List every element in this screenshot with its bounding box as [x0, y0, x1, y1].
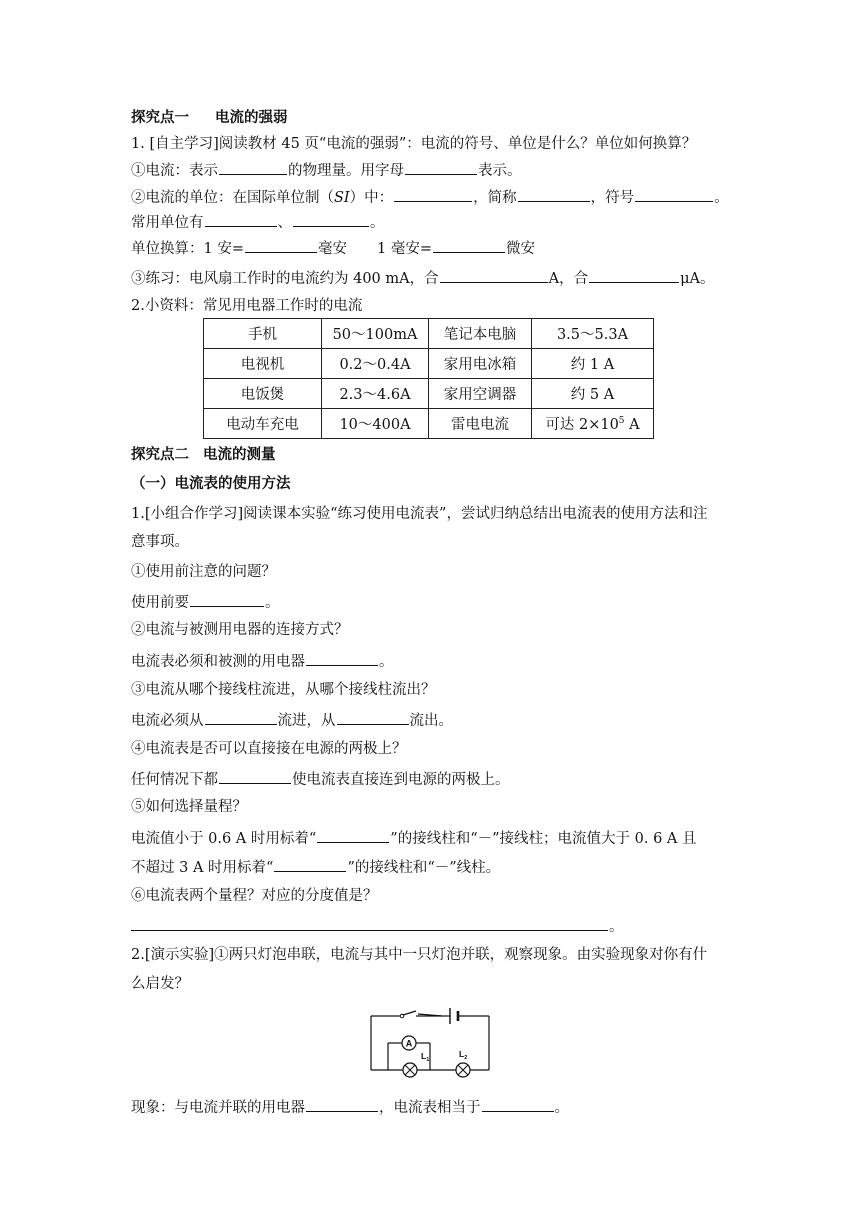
table-row: 电饭煲 2.3～4.6A 家用空调器 约 5 A [204, 379, 654, 409]
answer-blank[interactable] [394, 186, 472, 202]
answer-blank[interactable] [635, 186, 713, 202]
s1-question-2: 2.小资料：常见用电器工作时的电流 [131, 298, 363, 314]
s2-answer-3: 电流必须从 流进，从 流出。 [131, 709, 453, 731]
s2-answer-5-cont: 不超过 3 A 时用标着“ ”的接线柱和“－”线柱。 [131, 856, 500, 878]
table-row: 手机 50～100mA 笔记本电脑 3.5～5.3A [204, 319, 654, 349]
section2-title [131, 445, 276, 465]
answer-blank[interactable] [219, 159, 287, 175]
answer-blank[interactable] [274, 856, 346, 872]
section1-label: 探究点一 [131, 109, 189, 126]
section2-label: 探究点二 [131, 446, 189, 463]
answer-blank[interactable] [245, 237, 317, 253]
answer-blank[interactable] [482, 1096, 554, 1112]
answer-blank[interactable] [219, 768, 291, 784]
s1-line-conversion: 单位换算：1 安= 毫安 1 毫安= 微安 [131, 237, 535, 259]
section1-title [131, 108, 288, 128]
s2-answer-6: 。 [131, 915, 624, 937]
section1-heading: 电流的强弱 [215, 109, 288, 126]
s2-question-1: 1.[小组合作学习]阅读课本实验“练习使用电流表”，尝试归纳总结出电流表的使用方法和注 [131, 506, 708, 522]
lamp-l1-icon [403, 1051, 429, 1077]
answer-blank[interactable] [433, 237, 505, 253]
lamp-l2-icon [456, 1049, 470, 1077]
answer-blank[interactable] [405, 159, 477, 175]
s2-answer-2: 电流表必须和被测的用电器 。 [131, 650, 394, 672]
s2-phenomenon: 现象：与电流并联的用电器 ，电流表相当于 。 [131, 1096, 569, 1118]
answer-blank[interactable] [205, 211, 277, 227]
answer-blank[interactable] [440, 267, 548, 283]
answer-blank[interactable] [131, 915, 608, 931]
s1-question-1: 1. [自主学习]阅读教材 45 页“电流的强弱”：电流的符号、单位是什么？单位如何换算？ [131, 136, 697, 152]
answer-blank[interactable] [589, 267, 679, 283]
answer-blank[interactable] [337, 709, 409, 725]
s2-question-2: 2.[演示实验]①两只灯泡串联，电流与其中一只灯泡并联，观察现象。由实验现象对你有什 [131, 947, 708, 963]
s2-answer-1: 使用前要 。 [131, 591, 280, 613]
table-row: 电视机 0.2～0.4A 家用电冰箱 约 1 A [204, 349, 654, 379]
ammeter-icon [402, 1036, 416, 1050]
lamp-l1-label: $L_1$ [421, 1051, 430, 1063]
s2-item-2: ②电流与被测用电器的连接方式？ [131, 622, 349, 638]
s2-item-3: ③电流从哪个接线柱流进，从哪个接线柱流出？ [131, 682, 436, 698]
s2-item-4: ④电流表是否可以直接接在电源的两极上？ [131, 741, 407, 757]
s1-line-current-def: ①电流：表示 的物理量。用字母 表示。 [131, 159, 522, 181]
s2-question-1-cont: 意事项。 [131, 534, 189, 550]
answer-blank[interactable] [306, 650, 378, 666]
s2-answer-5: 电流值小于 0.6 A 时用标着“ ”的接线柱和“－”接线柱；电流值大于 0. 6 A 且 [131, 827, 697, 849]
circuit-diagram [366, 1002, 494, 1082]
lamp-l2-label: $L_2$ [459, 1049, 468, 1061]
appliance-current-table [203, 318, 654, 439]
answer-blank[interactable] [317, 827, 389, 843]
s2-question-2-cont: 么启发？ [131, 976, 189, 992]
s2-subheading: （一）电流表的使用方法 [131, 475, 291, 492]
s2-item-5: ⑤如何选择量程？ [131, 799, 247, 815]
answer-blank[interactable] [293, 211, 369, 227]
ammeter-label: A [405, 1038, 413, 1049]
s1-line-unit: ②电流的单位：在国际单位制（SI）中： ，简称 ，符号 。 [131, 186, 729, 208]
s1-line-exercise: ③练习：电风扇工作时的电流约为 400 mA，合 A，合 μA。 [131, 267, 715, 289]
table-row: 电动车充电 10～400A 雷电电流 可达 $2\times 10^5$ A [204, 409, 654, 439]
answer-blank[interactable] [205, 709, 277, 725]
s2-item-1: ①使用前注意的问题？ [131, 564, 276, 580]
answer-blank[interactable] [306, 1096, 378, 1112]
s1-line-common-units: 常用单位有 、 。 [131, 211, 385, 233]
lightning-current-cell: 可达 $2\times 10^5$ A [532, 409, 654, 439]
s2-item-6: ⑥电流表两个量程？对应的分度值是？ [131, 888, 378, 904]
answer-blank[interactable] [190, 591, 264, 607]
s2-answer-4: 任何情况下都 使电流表直接连到电源的两极上。 [131, 768, 510, 790]
answer-blank[interactable] [518, 186, 590, 202]
battery-icon [450, 1008, 458, 1024]
section2-heading: 电流的测量 [203, 446, 276, 463]
